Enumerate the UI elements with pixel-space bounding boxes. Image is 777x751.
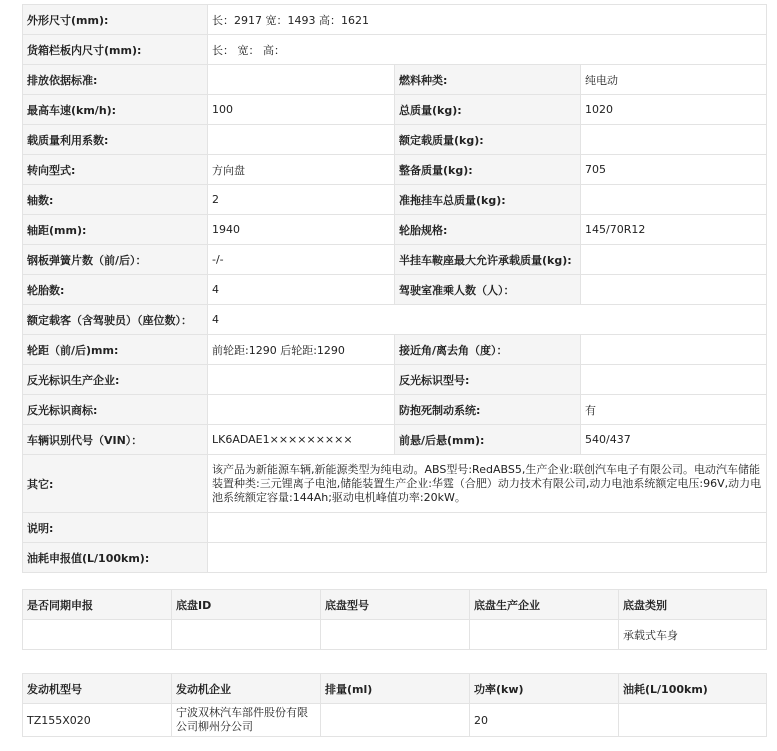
trailer-mass-label: 准拖挂车总质量(kg): [395, 185, 581, 215]
overhang-value: 540/437 [581, 425, 767, 455]
curb-mass-value: 705 [581, 155, 767, 185]
curb-mass-label: 整备质量(kg): [395, 155, 581, 185]
rated-load-label: 额定载质量(kg): [395, 125, 581, 155]
engine-header-row [23, 674, 767, 704]
chassis-cell [23, 620, 172, 650]
track-label: 轮距（前/后)mm: [23, 335, 208, 365]
fuel-consumption-value [208, 543, 767, 573]
saddle-value [581, 245, 767, 275]
engine-cell: 20 [470, 704, 619, 737]
fuel-value: 纯电动 [581, 65, 767, 95]
spec-row-reflect-brand [23, 395, 767, 425]
other-value: 该产品为新能源车辆,新能源类型为纯电动。ABS型号:RedABS5,生产企业:联创汽车电子有限公司。电动汽车储能装置种类:三元锂离子电池,储能装置生产企业:华霆（合肥）动力技术有限公司,动力电池系统额定电压:96V,动力电池系统额定容量:144Ah;驱动电机峰值功率:20kW。 [208, 455, 767, 513]
steering-value: 方向盘 [208, 155, 395, 185]
chassis-header-row [23, 590, 767, 620]
cab-occupants-value [581, 275, 767, 305]
chassis-header-cell: 是否同期申报 [23, 590, 172, 620]
overhang-label: 前悬/后悬(mm): [395, 425, 581, 455]
fuel-label: 燃料种类: [395, 65, 581, 95]
spec-row-leaf-spring [23, 245, 767, 275]
axles-value: 2 [208, 185, 395, 215]
engine-header-cell: 油耗(L/100km) [619, 674, 767, 704]
wheelbase-value: 1940 [208, 215, 395, 245]
tire-spec-value: 145/70R12 [581, 215, 767, 245]
chassis-cell [470, 620, 619, 650]
load-util-label: 载质量利用系数: [23, 125, 208, 155]
chassis-cell [172, 620, 321, 650]
chassis-header-cell: 底盘型号 [321, 590, 470, 620]
engine-header-cell: 功率(kw) [470, 674, 619, 704]
spec-row-outer-size [23, 5, 767, 35]
engine-cell: TZ155X020 [23, 704, 172, 737]
reflect-maker-value [208, 365, 395, 395]
abs-label: 防抱死制动系统: [395, 395, 581, 425]
emission-value [208, 65, 395, 95]
spec-row-steering [23, 155, 767, 185]
spec-row-emission [23, 65, 767, 95]
chassis-cell: 承载式车身 [619, 620, 767, 650]
spec-row-fuel-consumption [23, 543, 767, 573]
outer-size-label: 外形尺寸(mm): [23, 5, 208, 35]
tire-spec-label: 轮胎规格: [395, 215, 581, 245]
reflect-brand-value [208, 395, 395, 425]
note-value [208, 513, 767, 543]
spec-row-load [23, 125, 767, 155]
cargo-size-value: 长： 宽： 高： [208, 35, 767, 65]
spec-row-reflect-maker [23, 365, 767, 395]
engine-header-cell: 发动机企业 [172, 674, 321, 704]
engine-data-row [23, 704, 767, 737]
rated-load-value [581, 125, 767, 155]
spec-row-cargo-size [23, 35, 767, 65]
spec-table [22, 4, 767, 573]
engine-header-cell: 排量(ml) [321, 674, 470, 704]
leaf-spring-value: -/- [208, 245, 395, 275]
spec-row-vin [23, 425, 767, 455]
chassis-data-row [23, 620, 767, 650]
vin-value: LK6ADAE1××××××××× [208, 425, 395, 455]
engine-cell: 宁波双林汽车部件股份有限公司柳州分公司 [172, 704, 321, 737]
saddle-label: 半挂车鞍座最大允许承载质量(kg): [395, 245, 581, 275]
total-mass-label: 总质量(kg): [395, 95, 581, 125]
abs-value: 有 [581, 395, 767, 425]
spec-row-tires [23, 275, 767, 305]
chassis-table [22, 589, 767, 650]
cab-occupants-label: 驾驶室准乘人数（人）： [395, 275, 581, 305]
leaf-spring-label: 钢板弹簧片数（前/后）： [23, 245, 208, 275]
engine-cell [619, 704, 767, 737]
spec-row-speed [23, 95, 767, 125]
spec-row-other [23, 455, 767, 513]
wheelbase-label: 轴距(mm): [23, 215, 208, 245]
fuel-consumption-label: 油耗申报值(L/100km): [23, 543, 208, 573]
chassis-cell [321, 620, 470, 650]
chassis-header-cell: 底盘生产企业 [470, 590, 619, 620]
note-label: 说明: [23, 513, 208, 543]
reflect-model-value [581, 365, 767, 395]
chassis-header-cell: 底盘ID [172, 590, 321, 620]
tire-count-value: 4 [208, 275, 395, 305]
vin-label: 车辆识别代号（VIN）： [23, 425, 208, 455]
other-label: 其它: [23, 455, 208, 513]
max-speed-label: 最高车速(km/h): [23, 95, 208, 125]
engine-cell [321, 704, 470, 737]
reflect-model-label: 反光标识型号: [395, 365, 581, 395]
spec-row-axles [23, 185, 767, 215]
max-speed-value: 100 [208, 95, 395, 125]
tire-count-label: 轮胎数: [23, 275, 208, 305]
load-util-value [208, 125, 395, 155]
approach-value [581, 335, 767, 365]
reflect-brand-label: 反光标识商标: [23, 395, 208, 425]
seats-value: 4 [208, 305, 767, 335]
emission-label: 排放依据标准: [23, 65, 208, 95]
outer-size-value: 长：2917 宽：1493 高：1621 [208, 5, 767, 35]
trailer-mass-value [581, 185, 767, 215]
approach-label: 接近角/离去角（度）： [395, 335, 581, 365]
engine-header-cell: 发动机型号 [23, 674, 172, 704]
cargo-size-label: 货箱栏板内尺寸(mm): [23, 35, 208, 65]
engine-table [22, 673, 767, 737]
chassis-header-cell: 底盘类别 [619, 590, 767, 620]
steering-label: 转向型式: [23, 155, 208, 185]
reflect-maker-label: 反光标识生产企业: [23, 365, 208, 395]
track-value: 前轮距:1290 后轮距:1290 [208, 335, 395, 365]
seats-label: 额定载客（含驾驶员）（座位数）： [23, 305, 208, 335]
axles-label: 轴数: [23, 185, 208, 215]
spec-row-note [23, 513, 767, 543]
spec-row-seats [23, 305, 767, 335]
spec-row-track [23, 335, 767, 365]
spec-row-wheelbase [23, 215, 767, 245]
total-mass-value: 1020 [581, 95, 767, 125]
